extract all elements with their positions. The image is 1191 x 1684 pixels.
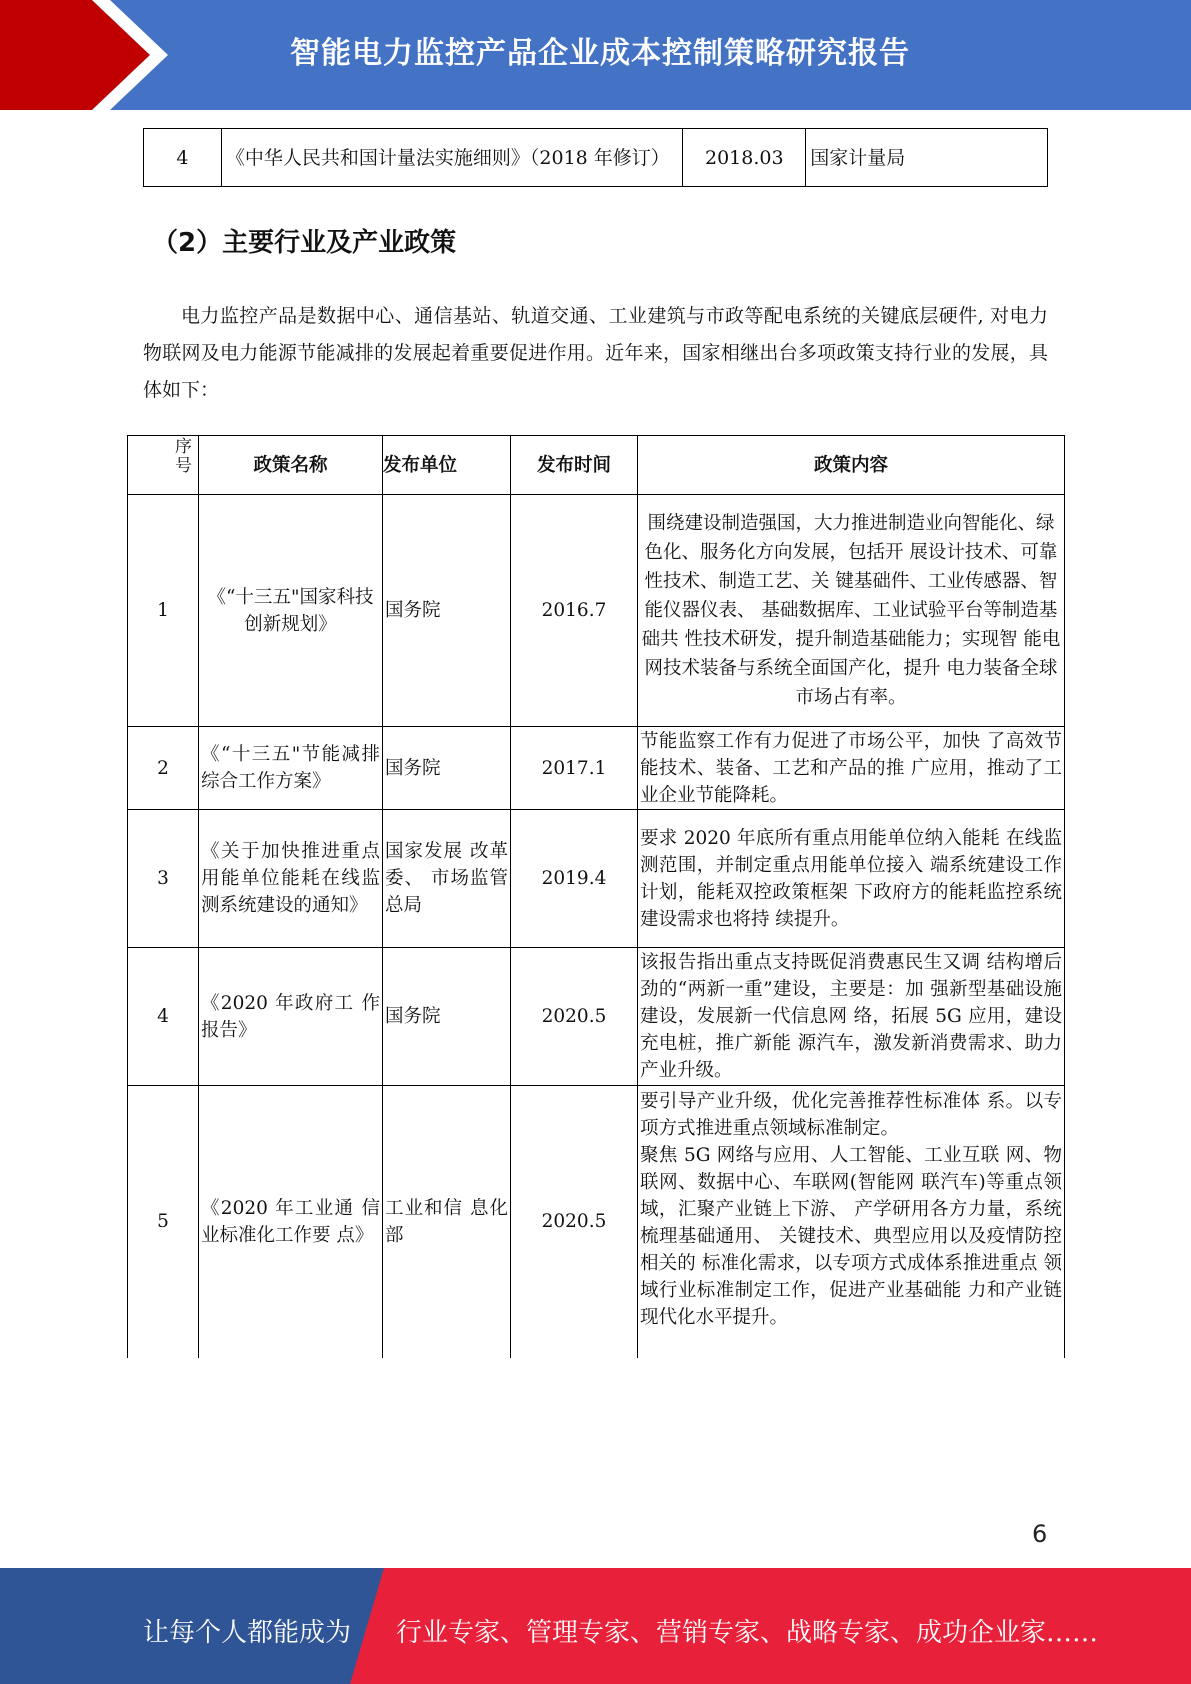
policy-issuer: 国务院 xyxy=(383,727,511,810)
header-no: 序号 xyxy=(128,436,199,495)
policy-issuer: 工业和信 息化部 xyxy=(383,1086,511,1358)
policy-content: 该报告指出重点支持既促消费惠民生又调 结构增后劲的“两新一重”建设，主要是：加 强新型基础设施建设，发展新一代信息网 络，拓展 5G 应用，建设充电桩，推广新能 源汽车，激发新消费需求、助力产业升级。 xyxy=(638,948,1065,1086)
row-number: 4 xyxy=(128,948,199,1086)
policy-date: 2017.1 xyxy=(511,727,638,810)
policy-name: 《“十三五"节能减排综合工作方案》 xyxy=(199,727,383,810)
table-row xyxy=(128,1086,1065,1358)
policy-content-paragraph: 聚焦 5G 网络与应用、人工智能、工业互联 网、物联网、数据中心、车联网(智能网 联汽车)等重点领域，汇聚产业链上下游、 产学研用各方力量，系统梳理基础通用、 关键技术、典型应用以及疫情防控相关的 标准化需求，以专项方式成体系推进重点 领域行业标准制定工作，促进产业基础能 力和产业链现代化水平提升。 xyxy=(640,1145,1062,1328)
policy-content: 要求 2020 年底所有重点用能单位纳入能耗 在线监测范围，并制定重点用能单位接入 端系统建设工作计划，能耗双控政策框架 下政府方的能耗监控系统建设需求也将持 续提升。 xyxy=(638,810,1065,948)
policy-name: 《2020 年工业通 信业标准化工作要 点》 xyxy=(199,1086,383,1358)
footer-slogan-right: 行业专家、管理专家、营销专家、战略专家、成功企业家…… xyxy=(396,1618,1099,1648)
policy-name: 《关于加快推进重点用能单位能耗在线监测系统建设的通知》 xyxy=(199,810,383,948)
row-number: 4 xyxy=(144,129,222,187)
policy-name: 《2020 年政府工 作报告》 xyxy=(199,948,383,1086)
policy-content: 节能监察工作有力促进了市场公平，加快 了高效节能技术、装备、工艺和产品的推 广应用，推动了工业企业节能降耗。 xyxy=(638,727,1065,810)
regulation-issuer: 国家计量局 xyxy=(806,129,1048,187)
table-row xyxy=(128,948,1065,1086)
table-row xyxy=(128,727,1065,810)
policy-date: 2016.7 xyxy=(511,495,638,727)
row-number: 2 xyxy=(128,727,199,810)
table-row xyxy=(128,495,1065,727)
regulation-name: 《中华人民共和国计量法实施细则》（2018 年修订） xyxy=(221,129,682,187)
section-heading: （2）主要行业及产业政策 xyxy=(152,228,457,258)
policy-content-paragraph: 要引导产业升级，优化完善推荐性标准体 系。以专项方式推进重点领域标准制定。 xyxy=(640,1091,1062,1139)
row-number: 3 xyxy=(128,810,199,948)
intro-paragraph: 电力监控产品是数据中心、通信基站、轨道交通、工业建筑与市政等配电系统的关键底层硬件, 对电力物联网及电力能源节能减排的发展起着重要促进作用。近年来，国家相继出台多项政策支持行业的发展，具体如下： xyxy=(143,305,1048,401)
page-header xyxy=(0,0,1191,110)
policy-issuer: 国务院 xyxy=(383,948,511,1086)
row-number: 1 xyxy=(128,495,199,727)
table-header-row xyxy=(128,436,1065,495)
policy-issuer: 国务院 xyxy=(383,495,511,727)
row-number: 5 xyxy=(128,1086,199,1358)
table-row xyxy=(144,129,1048,187)
report-title: 智能电力监控产品企业成本控制策略研究报告 xyxy=(290,36,910,71)
header-date: 发布时间 xyxy=(511,436,638,495)
policy-content: 围绕建设制造强国，大力推进制造业向智能化、绿色化、服务化方向发展，包括开 展设计技术、可靠性技术、制造工艺、关 键基础件、工业传感器、智能仪器仪表、 基础数据库、工业试验平台等制造基础共 性技术研发，提升制造基础能力；实现智 能电网技术装备与系统全面国产化，提升 电力装备全球市场占有率。 xyxy=(638,495,1065,727)
header-issuer: 发布单位 xyxy=(383,436,511,495)
policy-date: 2019.4 xyxy=(511,810,638,948)
table-row xyxy=(128,810,1065,948)
regulation-date: 2018.03 xyxy=(683,129,806,187)
header-content: 政策内容 xyxy=(638,436,1065,495)
regulation-table-continued xyxy=(143,128,1048,187)
policy-name: 《“十三五"国家科技创新规划》 xyxy=(199,495,383,727)
policy-issuer: 国家发展 改革委、 市场监管 总局 xyxy=(383,810,511,948)
page-footer xyxy=(0,1568,1191,1684)
policy-content xyxy=(638,1086,1065,1358)
policy-table xyxy=(127,435,1065,1358)
footer-slogan-left: 让每个人都能成为 xyxy=(143,1618,352,1648)
policy-date: 2020.5 xyxy=(511,1086,638,1358)
header-name: 政策名称 xyxy=(199,436,383,495)
page-number: 6 xyxy=(1032,1520,1048,1548)
policy-date: 2020.5 xyxy=(511,948,638,1086)
